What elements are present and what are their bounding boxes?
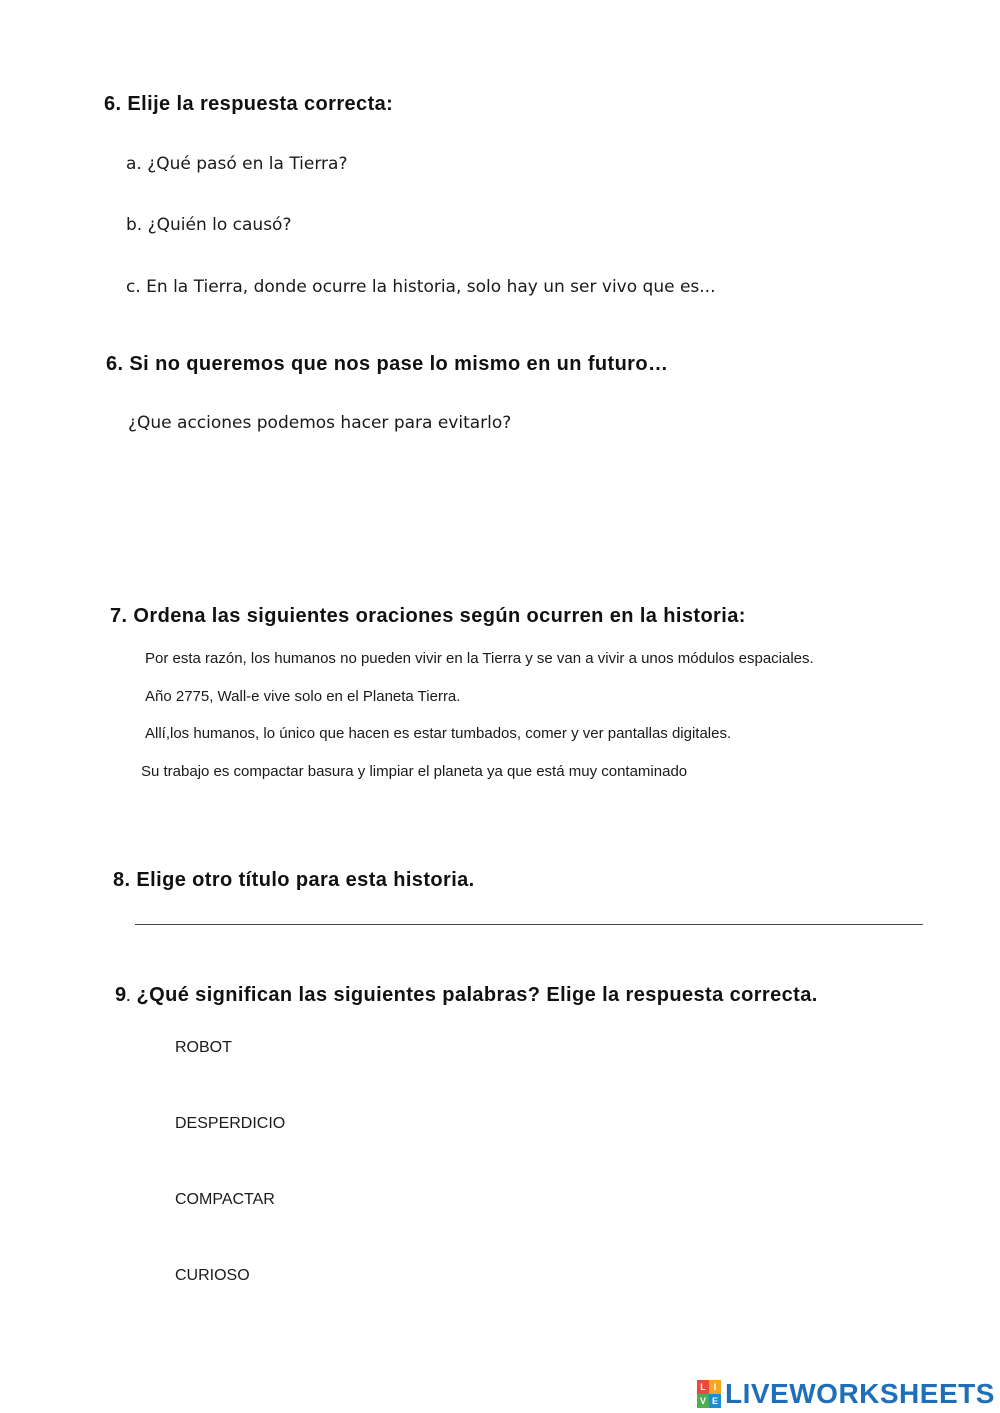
- question-c: c. En la Tierra, donde ocurre la historia, solo hay un ser vivo que es...: [126, 277, 716, 297]
- sentence-4[interactable]: Su trabajo es compactar basura y limpiar el planeta ya que está muy contaminado: [141, 763, 688, 780]
- logo-letter-i: I: [709, 1380, 721, 1394]
- word-curioso: CURIOSO: [175, 1267, 250, 1284]
- word-compactar: COMPACTAR: [175, 1191, 275, 1208]
- section-9-number: 9: [115, 984, 127, 1006]
- logo-letter-l: L: [697, 1380, 709, 1394]
- section-6b-question: ¿Que acciones podemos hacer para evitarlo?: [128, 413, 512, 433]
- section-7-title: 7. Ordena las siguientes oraciones según ocurren en la historia:: [110, 605, 746, 627]
- section-8-title: 8. Elige otro título para esta historia.: [113, 869, 475, 891]
- logo-letter-v: V: [697, 1394, 709, 1408]
- sentence-1[interactable]: Por esta razón, los humanos no pueden vivir en la Tierra y se van a vivir a unos módulos espaciales.: [145, 650, 814, 667]
- question-b: b. ¿Quién lo causó?: [126, 215, 292, 235]
- section-6-title: 6. Elije la respuesta correcta:: [104, 93, 394, 115]
- sentence-3[interactable]: Allí,los humanos, lo único que hacen es estar tumbados, comer y ver pantallas digitales.: [145, 725, 732, 742]
- logo-letter-e: E: [709, 1394, 721, 1408]
- section-9-dot: .: [126, 989, 131, 1004]
- liveworksheets-logo: [697, 1378, 995, 1410]
- word-desperdicio: DESPERDICIO: [175, 1115, 286, 1132]
- word-robot: ROBOT: [175, 1039, 232, 1056]
- section-9-title: [115, 984, 818, 1007]
- sentence-2[interactable]: Año 2775, Wall-e vive solo en el Planeta Tierra.: [145, 688, 461, 705]
- logo-mark-icon: [697, 1380, 721, 1408]
- logo-text: LIVEWORKSHEETS: [725, 1378, 995, 1409]
- answer-line[interactable]: [135, 924, 923, 925]
- section-9-text: ¿Qué significan las siguientes palabras? Elige la respuesta correcta.: [130, 984, 818, 1006]
- question-a: a. ¿Qué pasó en la Tierra?: [126, 154, 348, 174]
- section-6b-title: 6. Si no queremos que nos pase lo mismo en un futuro…: [106, 353, 669, 375]
